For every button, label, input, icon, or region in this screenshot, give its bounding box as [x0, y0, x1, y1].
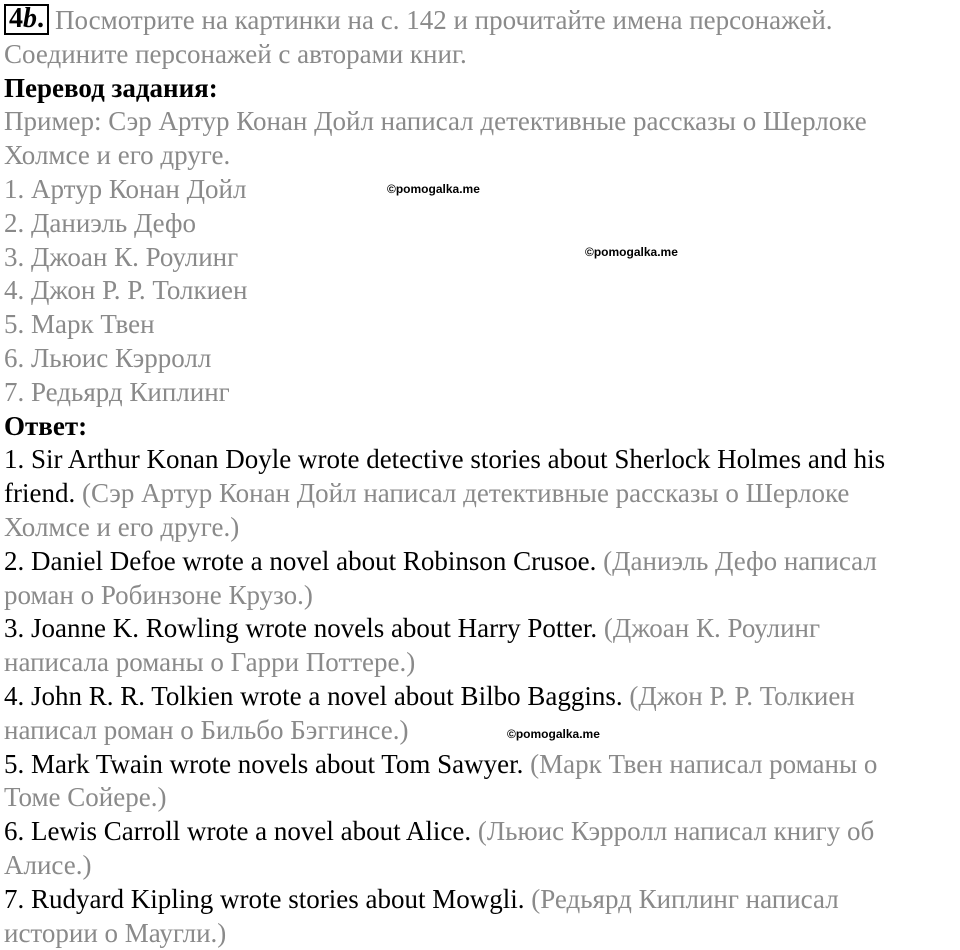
translation-example-line-2: Холмсе и его друге. — [4, 140, 231, 171]
answer-line — [4, 748, 956, 782]
watermark: ©pomogalka.me — [585, 245, 678, 259]
answer-english: 5. Mark Twain wrote novels about Tom Sawyer. — [4, 748, 531, 779]
answer-english: 6. Lewis Carroll wrote a novel about Alice. — [4, 816, 478, 847]
authors-list — [4, 173, 956, 410]
exercise-page — [4, 4, 956, 950]
answer-russian: (Джон Р. Р. Толкиен — [629, 680, 855, 711]
answer-line — [4, 714, 956, 748]
author-item: 4. Джон Р. Р. Толкиен — [4, 275, 248, 306]
answer-english: 2. Daniel Defoe wrote a novel about Robinson Crusoe. — [4, 545, 604, 576]
translation-heading: Перевод задания: — [4, 72, 218, 103]
answer-line — [4, 781, 956, 815]
answer-line — [4, 883, 956, 917]
answer-line — [4, 579, 956, 613]
task-number-dot: . — [37, 3, 44, 34]
answer-russian: (Марк Твен написал романы о — [530, 748, 878, 779]
answer-russian: (Сэр Артур Конан Дойл написал детективные рассказы о Шерлоке — [81, 478, 850, 509]
answer-russian: (Редьярд Киплинг написал — [531, 883, 839, 914]
answer-line — [4, 646, 956, 680]
answer-line — [4, 680, 956, 714]
answer-english: 1. Sir Arthur Konan Doyle wrote detective stories about Sherlock Holmes and his — [4, 444, 886, 475]
answer-russian: роман о Робинзоне Крузо.) — [4, 579, 313, 610]
answer-heading: Ответ: — [4, 410, 88, 441]
translation-example-line-1: Пример: Сэр Артур Конан Дойл написал детективные рассказы о Шерлоке — [4, 106, 867, 137]
author-item: 7. Редьярд Киплинг — [4, 376, 230, 407]
answer-russian: Алисе.) — [4, 849, 92, 880]
task-number: 4 — [9, 3, 23, 34]
answer-line — [4, 917, 956, 950]
task-instruction — [4, 4, 956, 38]
answer-line — [4, 815, 956, 849]
answer-russian: (Льюис Кэрролл написал книгу об — [477, 816, 875, 847]
author-item: 3. Джоан К. Роулинг — [4, 241, 239, 272]
instruction-line-1: Посмотрите на картинки на с. 142 и прочитайте имена персонажей. — [55, 5, 833, 35]
author-item: 5. Марк Твен — [4, 309, 155, 340]
answer-list — [4, 443, 956, 950]
answer-line — [4, 443, 956, 477]
answer-line — [4, 849, 956, 883]
answer-russian: (Джоан К. Роулинг — [603, 613, 821, 644]
answer-russian: Томе Сойере.) — [4, 782, 167, 813]
answer-english: 4. John R. R. Tolkien wrote a novel about Bilbo Baggins. — [4, 680, 630, 711]
author-item: 6. Льюис Кэрролл — [4, 342, 212, 373]
answer-line — [4, 477, 956, 511]
watermark: ©pomogalka.me — [387, 182, 480, 196]
answer-english: 7. Rudyard Kipling wrote stories about Mowgli. — [4, 883, 532, 914]
answer-russian: Холмсе и его друге.) — [4, 511, 240, 542]
answer-line — [4, 612, 956, 646]
answer-russian: (Даниэль Дефо написал — [603, 545, 877, 576]
answer-russian: истории о Маугли.) — [4, 917, 227, 948]
task-letter: b — [23, 3, 37, 34]
author-item: 2. Даниэль Дефо — [4, 207, 196, 238]
answer-line — [4, 545, 956, 579]
author-item: 1. Артур Конан Дойл — [4, 173, 247, 204]
answer-english: 3. Joanne K. Rowling wrote novels about Harry Potter. — [4, 613, 604, 644]
answer-line — [4, 511, 956, 545]
task-number-badge — [4, 4, 49, 35]
instruction-line-2: Соедините персонажей с авторами книг. — [4, 38, 467, 69]
watermark: ©pomogalka.me — [507, 727, 600, 741]
answer-russian: написала романы о Гарри Поттере.) — [4, 647, 416, 678]
answer-english: friend. — [4, 478, 82, 509]
answer-russian: написал роман о Бильбо Бэггинсе.) — [4, 714, 409, 745]
